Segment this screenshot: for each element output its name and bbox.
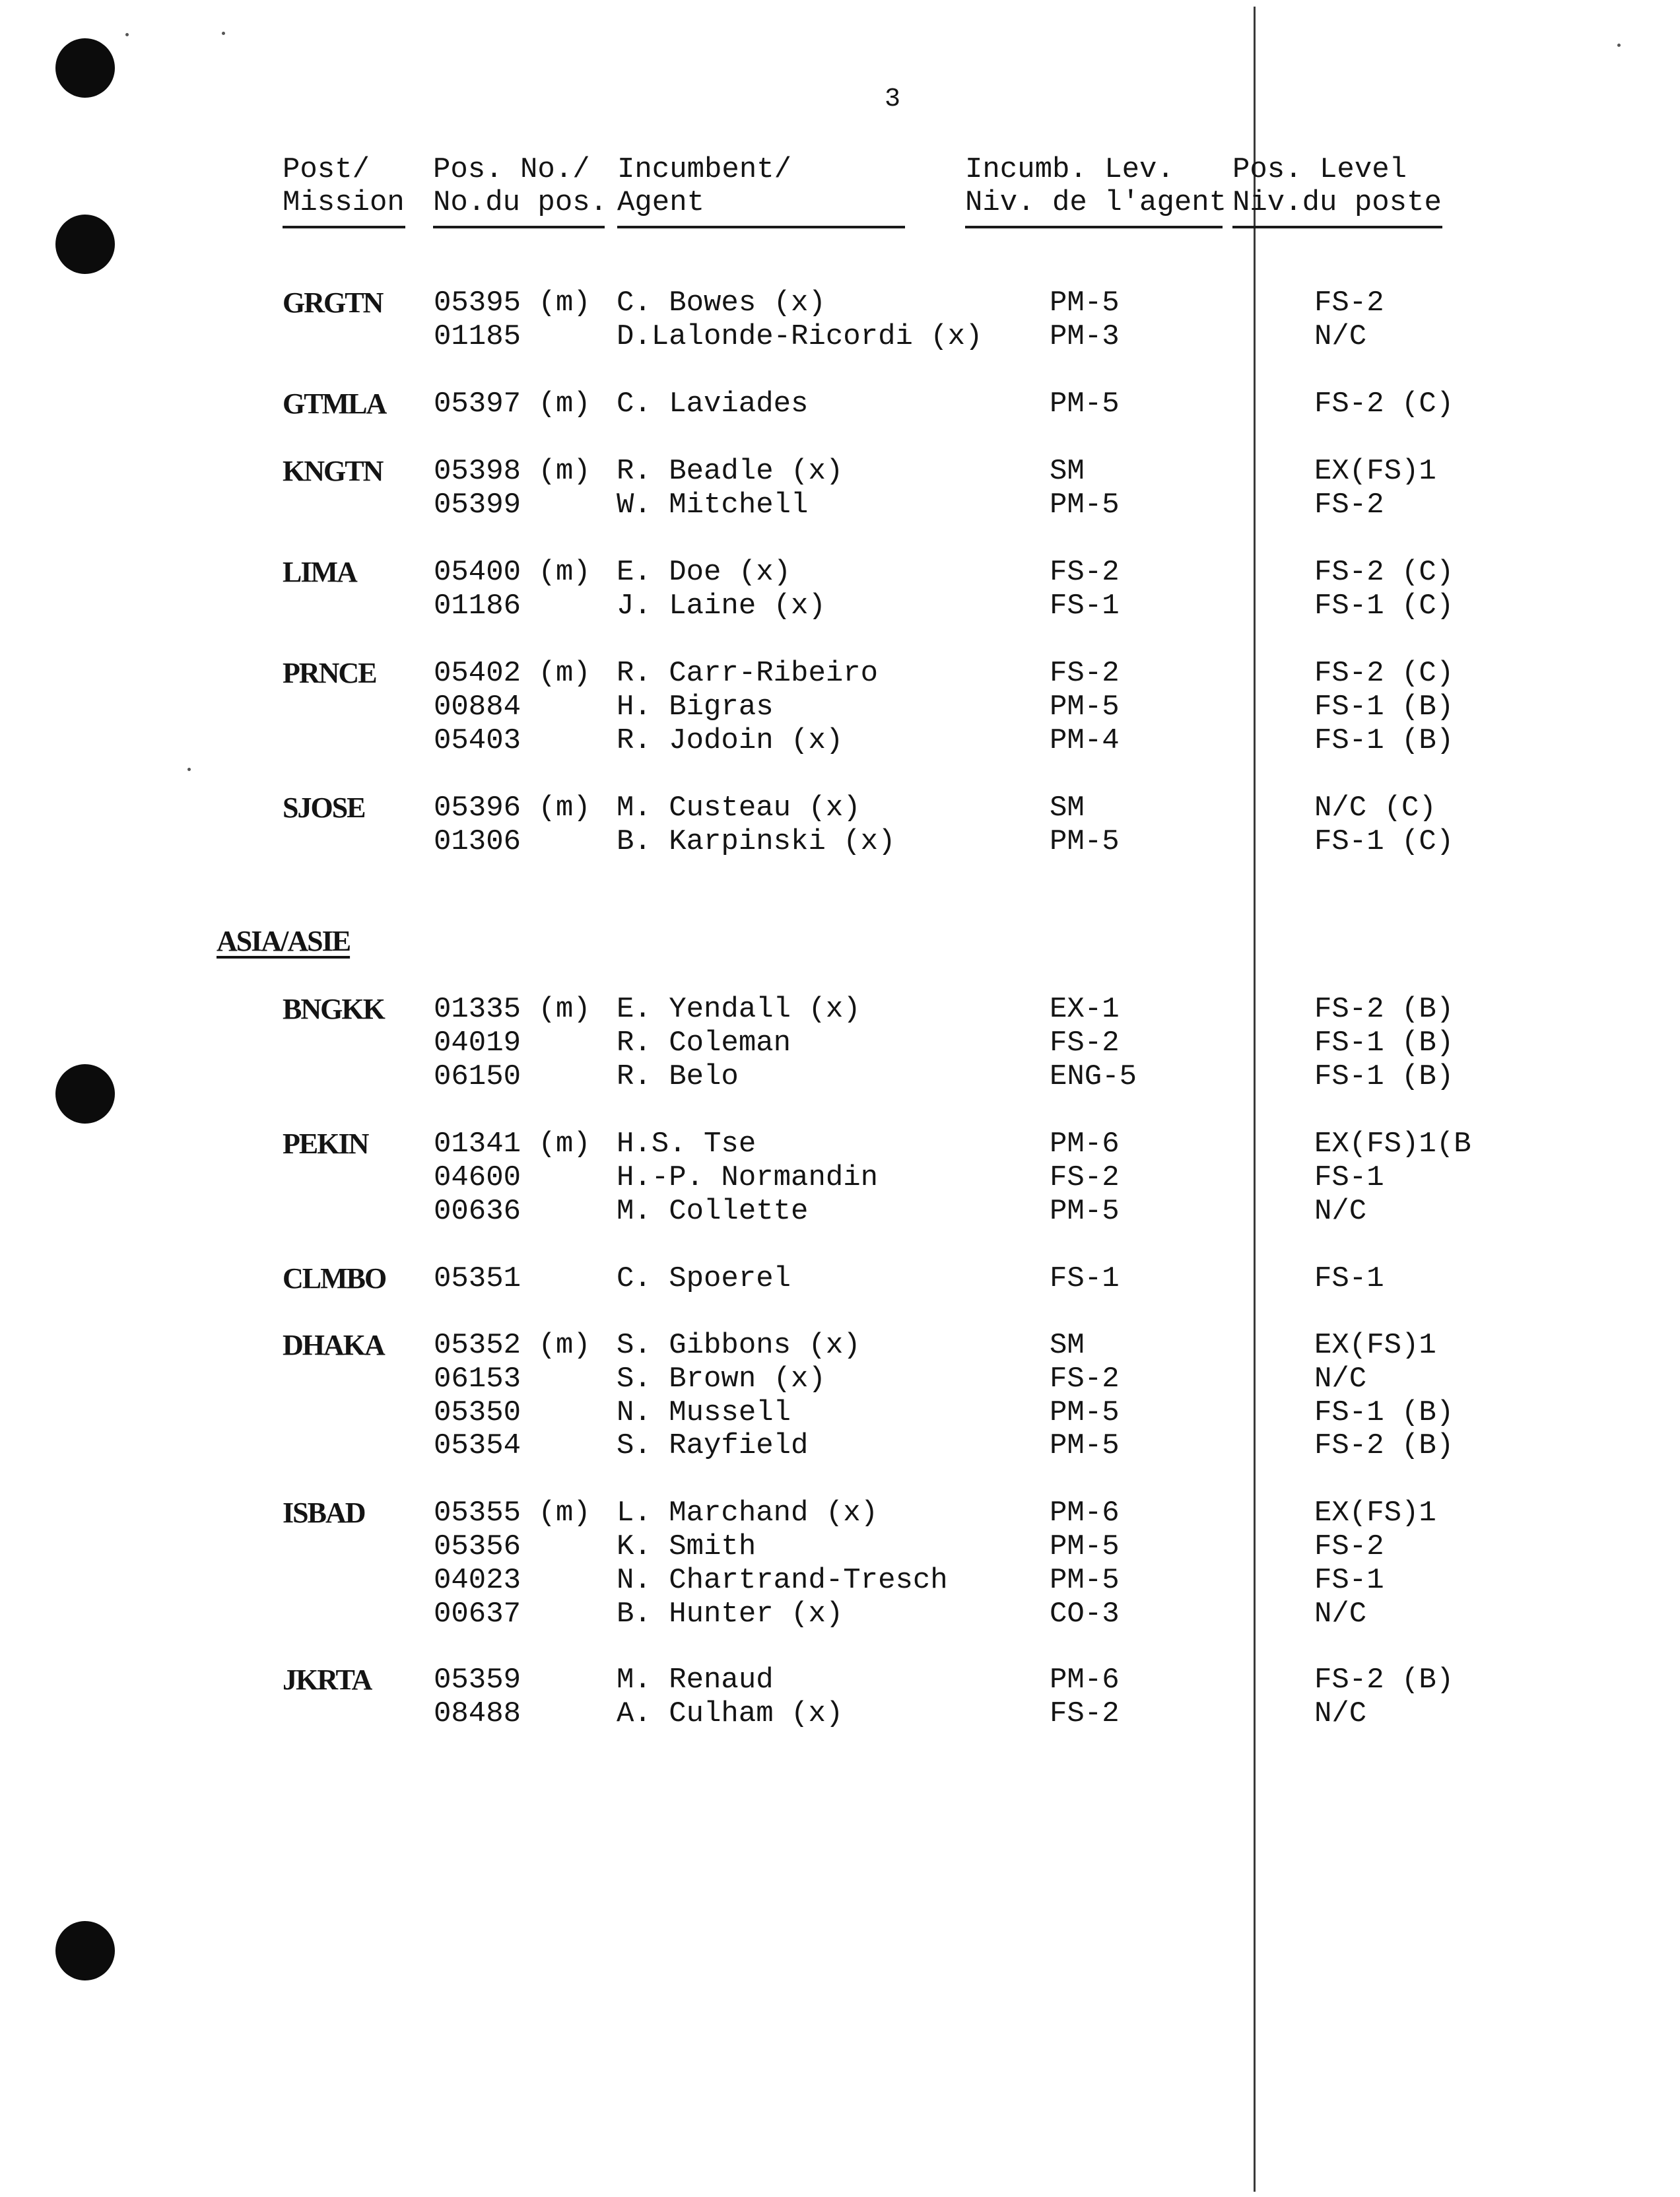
post-code: KNGTN: [283, 455, 383, 487]
incumbent-name: H.S. Tse: [617, 1128, 756, 1161]
position-number: 05352 (m): [434, 1329, 591, 1362]
table-row: [0, 825, 1680, 859]
incumbent-name: D.Lalonde-Ricordi (x): [617, 320, 983, 353]
incumbent-level: PM-5: [1050, 1429, 1120, 1462]
incumbent-name: E. Yendall (x): [617, 993, 861, 1026]
position-level: EX(FS)1(B: [1314, 1128, 1471, 1161]
table-row: [0, 320, 1680, 354]
incumbent-name: N. Mussell: [617, 1396, 791, 1429]
incumbent-name: C. Bowes (x): [617, 287, 826, 320]
incumbent-level: FS-2: [1050, 1697, 1120, 1730]
scan-speck: [1617, 44, 1621, 47]
position-number: 01185: [434, 320, 521, 353]
header-position-level: Pos. Level Niv.du poste: [1232, 153, 1442, 219]
position-number: 04019: [434, 1027, 521, 1060]
incumbent-level: FS-2: [1050, 657, 1120, 690]
incumbent-level: PM-6: [1050, 1497, 1120, 1530]
incumbent-name: R. Carr-Ribeiro: [617, 657, 879, 690]
page-number: 3: [885, 84, 901, 114]
incumbent-level: PM-5: [1050, 1195, 1120, 1228]
position-number: 00636: [434, 1195, 521, 1228]
incumbent-level: PM-5: [1050, 825, 1120, 858]
incumbent-name: H.-P. Normandin: [617, 1161, 879, 1194]
position-number: 05403: [434, 724, 521, 757]
incumbent-name: B. Hunter (x): [617, 1598, 844, 1631]
incumbent-name: J. Laine (x): [617, 590, 826, 623]
incumbent-name: S. Rayfield: [617, 1429, 809, 1462]
post-code: PRNCE: [283, 657, 376, 689]
post-code: SJOSE: [283, 792, 365, 824]
table-row: [0, 1563, 1680, 1598]
incumbent-level: FS-1: [1050, 1262, 1120, 1295]
position-level: N/C: [1314, 1697, 1367, 1730]
position-number: 05396 (m): [434, 792, 591, 825]
incumbent-level: PM-5: [1050, 388, 1120, 421]
incumbent-level: SM: [1050, 792, 1085, 825]
scan-speck: [222, 32, 225, 35]
incumbent-name: L. Marchand (x): [617, 1497, 879, 1530]
incumbent-level: FS-1: [1050, 590, 1120, 623]
post-code: GRGTN: [283, 287, 383, 319]
scan-speck: [125, 33, 129, 36]
incumbent-name: M. Collette: [617, 1195, 809, 1228]
position-level: FS-2: [1314, 1530, 1384, 1563]
table-row: [0, 1328, 1680, 1363]
position-number: 08488: [434, 1697, 521, 1730]
position-number: 04600: [434, 1161, 521, 1194]
incumbent-level: SM: [1050, 1329, 1085, 1362]
table-row: [0, 1362, 1680, 1396]
position-level: FS-1: [1314, 1564, 1384, 1597]
table-row: [0, 488, 1680, 522]
incumbent-name: E. Doe (x): [617, 556, 791, 589]
table-row: [0, 1597, 1680, 1631]
table-row: [0, 1530, 1680, 1564]
incumbent-level: EX-1: [1050, 993, 1120, 1026]
position-level: FS-1 (B): [1314, 1396, 1454, 1429]
position-number: 04023: [434, 1564, 521, 1597]
table-row: [0, 1194, 1680, 1229]
table-row: [0, 1026, 1680, 1060]
region-heading: ASIA/ASIE: [217, 925, 351, 957]
position-level: FS-1 (B): [1314, 1027, 1454, 1060]
post-code: CLMBO: [283, 1262, 386, 1295]
table-row: [0, 1161, 1680, 1195]
header-incumbent: Incumbent/ Agent: [617, 153, 791, 219]
binder-hole: [55, 38, 115, 98]
incumbent-level: ENG-5: [1050, 1060, 1137, 1093]
incumbent-level: PM-5: [1050, 287, 1120, 320]
position-number: 01186: [434, 590, 521, 623]
header-position-number: Pos. No./ No.du pos.: [433, 153, 607, 219]
position-number: 05359: [434, 1664, 521, 1697]
incumbent-level: FS-2: [1050, 1363, 1120, 1396]
position-number: 00637: [434, 1598, 521, 1631]
position-level: FS-1 (C): [1314, 590, 1454, 623]
position-level: FS-1 (C): [1314, 825, 1454, 858]
table-row: [0, 1697, 1680, 1731]
table-row: [0, 656, 1680, 691]
post-code: DHAKA: [283, 1329, 384, 1361]
position-number: 05398 (m): [434, 455, 591, 488]
position-level: FS-2: [1314, 489, 1384, 522]
position-number: 01306: [434, 825, 521, 858]
incumbent-level: FS-2: [1050, 1161, 1120, 1194]
post-code: BNGKK: [283, 993, 384, 1025]
position-number: 06150: [434, 1060, 521, 1093]
table-row: [0, 454, 1680, 489]
position-level: FS-2: [1314, 287, 1384, 320]
incumbent-name: C. Spoerel: [617, 1262, 791, 1295]
position-number: 05354: [434, 1429, 521, 1462]
position-level: N/C (C): [1314, 792, 1436, 825]
table-row: [0, 791, 1680, 825]
incumbent-level: PM-5: [1050, 1396, 1120, 1429]
position-level: EX(FS)1: [1314, 455, 1436, 488]
incumbent-level: PM-6: [1050, 1664, 1120, 1697]
position-number: 05351: [434, 1262, 521, 1295]
position-level: FS-1 (B): [1314, 724, 1454, 757]
incumbent-level: PM-5: [1050, 489, 1120, 522]
incumbent-name: W. Mitchell: [617, 489, 809, 522]
post-code: JKRTA: [283, 1664, 372, 1696]
table-row: [0, 992, 1680, 1027]
table-row: [0, 1060, 1680, 1094]
position-level: FS-1 (B): [1314, 1060, 1454, 1093]
position-level: N/C: [1314, 320, 1367, 353]
incumbent-level: FS-2: [1050, 556, 1120, 589]
position-number: 01341 (m): [434, 1128, 591, 1161]
position-level: FS-2 (B): [1314, 993, 1454, 1026]
incumbent-name: N. Chartrand-Tresch: [617, 1564, 948, 1597]
table-row: [0, 1429, 1680, 1463]
position-number: 05395 (m): [434, 287, 591, 320]
table-row: [0, 589, 1680, 623]
position-level: EX(FS)1: [1314, 1497, 1436, 1530]
incumbent-name: H. Bigras: [617, 691, 774, 724]
table-row: [0, 1663, 1680, 1697]
incumbent-name: B. Karpinski (x): [617, 825, 896, 858]
incumbent-name: R. Jodoin (x): [617, 724, 844, 757]
position-number: 01335 (m): [434, 993, 591, 1026]
position-level: FS-2 (C): [1314, 556, 1454, 589]
position-level: EX(FS)1: [1314, 1329, 1436, 1362]
table-row: [0, 286, 1680, 320]
table-row: [0, 724, 1680, 758]
binder-hole: [55, 215, 115, 274]
incumbent-name: S. Brown (x): [617, 1363, 826, 1396]
position-number: 05402 (m): [434, 657, 591, 690]
table-row: [0, 387, 1680, 421]
position-level: N/C: [1314, 1195, 1367, 1228]
incumbent-level: PM-3: [1050, 320, 1120, 353]
table-row: [0, 1127, 1680, 1161]
position-number: 06153: [434, 1363, 521, 1396]
incumbent-name: R. Coleman: [617, 1027, 791, 1060]
position-level: FS-2 (C): [1314, 388, 1454, 421]
incumbent-level: PM-5: [1050, 1530, 1120, 1563]
incumbent-name: M. Renaud: [617, 1664, 774, 1697]
position-number: 05355 (m): [434, 1497, 591, 1530]
incumbent-name: C. Laviades: [617, 388, 809, 421]
position-number: 05399: [434, 489, 521, 522]
post-code: GTMLA: [283, 388, 386, 420]
incumbent-level: PM-4: [1050, 724, 1120, 757]
incumbent-name: R. Belo: [617, 1060, 739, 1093]
incumbent-level: PM-6: [1050, 1128, 1120, 1161]
position-level: FS-1: [1314, 1262, 1384, 1295]
position-level: FS-1: [1314, 1161, 1384, 1194]
incumbent-name: S. Gibbons (x): [617, 1329, 861, 1362]
position-level: FS-2 (C): [1314, 657, 1454, 690]
table-row: [0, 1262, 1680, 1296]
position-number: 05400 (m): [434, 556, 591, 589]
position-level: N/C: [1314, 1598, 1367, 1631]
position-number: 05397 (m): [434, 388, 591, 421]
position-number: 00884: [434, 691, 521, 724]
incumbent-name: K. Smith: [617, 1530, 756, 1563]
table-row: [0, 690, 1680, 724]
table-row: [0, 555, 1680, 590]
table-row: [0, 1496, 1680, 1530]
scan-speck: [187, 768, 191, 771]
incumbent-level: PM-5: [1050, 1564, 1120, 1597]
post-code: ISBAD: [283, 1497, 365, 1529]
position-number: 05350: [434, 1396, 521, 1429]
incumbent-level: FS-2: [1050, 1027, 1120, 1060]
incumbent-name: A. Culham (x): [617, 1697, 844, 1730]
incumbent-name: R. Beadle (x): [617, 455, 844, 488]
post-code: LIMA: [283, 556, 356, 588]
post-code: PEKIN: [283, 1128, 368, 1160]
position-level: FS-2 (B): [1314, 1664, 1454, 1697]
position-number: 05356: [434, 1530, 521, 1563]
table-row: [0, 1396, 1680, 1430]
incumbent-level: CO-3: [1050, 1598, 1120, 1631]
header-incumbent-level: Incumb. Lev. Niv. de l'agent: [965, 153, 1226, 219]
binder-hole: [55, 1921, 115, 1980]
incumbent-name: M. Custeau (x): [617, 792, 861, 825]
position-level: FS-1 (B): [1314, 691, 1454, 724]
incumbent-level: PM-5: [1050, 691, 1120, 724]
position-level: FS-2 (B): [1314, 1429, 1454, 1462]
position-level: N/C: [1314, 1363, 1367, 1396]
incumbent-level: SM: [1050, 455, 1085, 488]
header-post-mission: Post/ Mission: [283, 153, 405, 219]
